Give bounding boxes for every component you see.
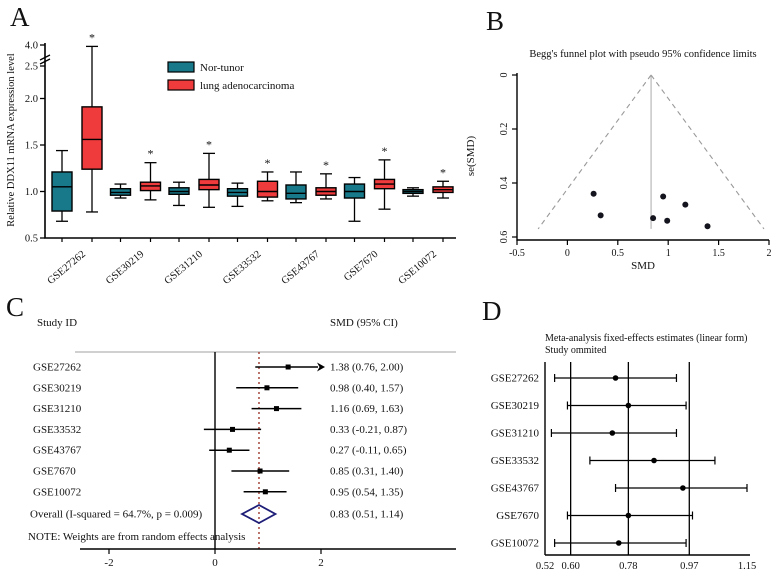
- significance-star: *: [264, 155, 271, 170]
- legend-swatch: [168, 80, 194, 90]
- x-tick-label: 0.5: [611, 248, 625, 259]
- study-id-label: GSE10072: [490, 537, 539, 550]
- panel-d-sensitivity-chart: [460, 290, 779, 577]
- study-id-header: Study ID: [37, 317, 78, 329]
- y-tick-label: 1.0: [24, 187, 38, 198]
- x-tick-label: 0.60: [561, 561, 580, 572]
- point-estimate-marker: [263, 489, 268, 494]
- y-tick-label: 0.6: [499, 230, 510, 244]
- y-tick-label: 2.5: [24, 61, 38, 73]
- point-estimate-marker: [230, 427, 235, 432]
- study-id-label: GSE33532: [490, 455, 539, 467]
- significance-star: *: [323, 157, 329, 172]
- y-axis-title: se(SMD): [465, 135, 477, 177]
- significance-star: *: [381, 143, 388, 158]
- x-tick-label: 0: [564, 248, 570, 259]
- box-GSE43767-normal: [286, 185, 306, 199]
- panel-c-label: C: [6, 292, 25, 322]
- x-category-label: GSE33532: [221, 248, 264, 287]
- estimate-point: [610, 430, 616, 436]
- point-estimate-marker: [286, 365, 291, 370]
- axis-b: [517, 73, 769, 240]
- panel-b-label: B: [486, 6, 505, 36]
- funnel-point: [660, 194, 666, 200]
- point-estimate-marker: [274, 406, 279, 411]
- legend-label: lung adenocarcinoma: [200, 80, 295, 92]
- estimate-point: [626, 513, 632, 519]
- point-estimate-marker: [258, 469, 263, 474]
- panel-a-boxplot-chart: [0, 0, 460, 290]
- box-GSE33532-tumor: [258, 181, 278, 197]
- x-tick-label: 0.97: [680, 561, 699, 572]
- chart-title-line2: Study ommited: [545, 345, 607, 356]
- funnel-point: [650, 215, 656, 221]
- smd-ci-value: 1.38 (0.76, 2.00): [330, 361, 404, 374]
- x-tick-label: -0.5: [509, 248, 525, 259]
- smd-ci-value: 0.95 (0.54, 1.35): [330, 486, 404, 499]
- study-id-label: GSE31210: [490, 427, 539, 440]
- study-id-label: GSE30219: [33, 382, 82, 395]
- box-GSE27262-tumor: [82, 107, 102, 169]
- estimate-point: [651, 458, 657, 464]
- x-tick-label: 0.78: [619, 561, 638, 572]
- study-id-label: GSE27262: [33, 361, 82, 374]
- study-id-label: GSE43767: [33, 444, 82, 457]
- weights-note: NOTE: Weights are from random effects analysis: [28, 531, 246, 543]
- panel-a-label: A: [10, 2, 30, 32]
- y-axis-title: Relative DDX11 mRNA expression level: [6, 53, 17, 227]
- significance-star: *: [89, 30, 95, 45]
- study-id-label: GSE10072: [33, 486, 82, 499]
- funnel-left-limit: [538, 75, 651, 229]
- chart-title: Begg's funnel plot with pseudo 95% confidence limits: [529, 49, 757, 60]
- x-tick-label: 1.5: [712, 248, 725, 259]
- axis-a: [45, 43, 456, 238]
- x-tick-label: 2: [318, 557, 324, 569]
- study-id-label: GSE7670: [33, 465, 76, 478]
- panel-d-label: D: [482, 296, 502, 326]
- overall-smd-ci-value: 0.83 (0.51, 1.14): [330, 508, 404, 521]
- smd-ci-value: 0.98 (0.40, 1.57): [330, 382, 404, 395]
- y-tick-label: 0.4: [499, 176, 510, 190]
- estimate-point: [616, 540, 622, 546]
- study-id-label: GSE33532: [33, 423, 82, 436]
- smd-ci-value: 1.16 (0.69, 1.63): [330, 403, 404, 416]
- smd-ci-value: 0.27 (-0.11, 0.65): [330, 444, 407, 457]
- x-tick-label: 0.52: [535, 561, 555, 572]
- x-category-label: GSE10072: [396, 248, 439, 287]
- x-tick-label: 2: [766, 248, 772, 259]
- ci-arrow: [317, 363, 325, 372]
- estimate-point: [680, 485, 686, 491]
- panel-c-forest-plot-chart: [0, 290, 460, 577]
- estimate-point: [613, 375, 619, 381]
- study-id-label: GSE7670: [496, 510, 539, 522]
- study-id-label: GSE31210: [33, 403, 82, 416]
- chart-title-line1: Meta-analysis fixed-effects estimates (linear form): [545, 333, 748, 344]
- funnel-point: [598, 212, 604, 218]
- funnel-point: [682, 202, 688, 208]
- x-category-label: GSE7670: [342, 248, 381, 284]
- funnel-right-limit: [651, 75, 764, 229]
- study-id-label: GSE30219: [490, 400, 539, 412]
- y-tick-label: 0.5: [24, 233, 38, 245]
- study-id-label: GSE27262: [490, 372, 539, 385]
- x-category-label: GSE31210: [162, 248, 205, 287]
- point-estimate-marker: [264, 385, 269, 390]
- x-axis-title: SMD: [631, 260, 655, 272]
- legend-label: Nor-tunor: [200, 62, 244, 74]
- funnel-point: [591, 191, 597, 197]
- panel-b-funnel-plot-chart: [460, 0, 779, 290]
- smd-ci-value: 0.33 (-0.21, 0.87): [330, 423, 407, 436]
- legend-swatch: [168, 62, 194, 72]
- x-tick-label: -2: [104, 557, 114, 569]
- smd-header: SMD (95% CI): [330, 317, 398, 329]
- significance-star: *: [440, 165, 446, 180]
- y-tick-label: 4.0: [24, 40, 38, 52]
- y-tick-label: 2.0: [24, 94, 38, 105]
- box-GSE27262-normal: [52, 172, 72, 211]
- x-tick-label: 0: [212, 557, 218, 569]
- x-category-label: GSE30219: [104, 248, 147, 287]
- y-tick-label: 0.2: [499, 122, 510, 136]
- x-category-label: GSE43767: [279, 248, 322, 287]
- study-id-label: GSE43767: [490, 482, 539, 495]
- significance-star: *: [147, 146, 154, 161]
- overall-label: Overall (I-squared = 64.7%, p = 0.009): [30, 508, 203, 521]
- x-category-label: GSE27262: [45, 248, 88, 287]
- estimate-point: [626, 403, 632, 409]
- y-tick-label: 0: [499, 72, 510, 78]
- x-tick-label: 1: [665, 248, 671, 259]
- smd-ci-value: 0.85 (0.31, 1.40): [330, 465, 404, 478]
- funnel-point: [705, 223, 711, 229]
- x-tick-label: 1.15: [737, 561, 757, 572]
- point-estimate-marker: [227, 448, 232, 453]
- funnel-point: [664, 218, 670, 224]
- significance-star: *: [206, 137, 212, 152]
- y-tick-label: 1.5: [24, 140, 38, 152]
